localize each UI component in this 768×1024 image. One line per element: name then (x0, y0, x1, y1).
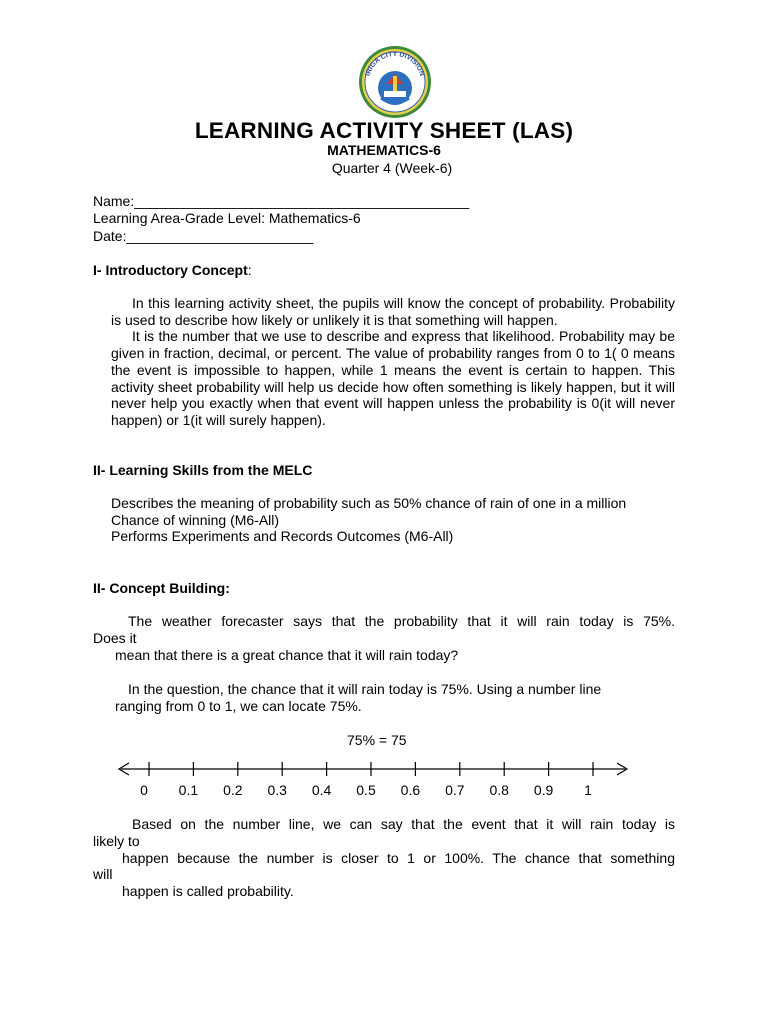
skill-item-3: Performs Experiments and Records Outcomes (M6-All) (111, 528, 454, 545)
number-line-caption: 75% = 75 (347, 732, 407, 748)
number-line-tick-label: 1 (584, 782, 592, 798)
subject-subtitle: MATHEMATICS-6 (327, 142, 441, 158)
page-title: LEARNING ACTIVITY SHEET (LAS) (194, 118, 574, 143)
question-line-1: The weather forecaster says that the probability that it will rain today is 75%. (128, 613, 675, 629)
number-line-tick-label: 0.2 (223, 782, 243, 798)
conclusion-line-3: happen because the number is closer to 1 or 100%. The chance that something (122, 850, 675, 866)
number-line-tick-label: 0.7 (445, 782, 465, 798)
conclusion-line-4: will (93, 866, 113, 882)
skill-item-2: Chance of winning (M6-All) (111, 511, 280, 528)
question-line-2: Does it (93, 630, 137, 646)
number-line-tick-label: 0.6 (400, 782, 421, 798)
intro-paragraph-1: In this learning activity sheet, the pupils will know the concept of probability. Probability is used to describe how likely or unlikely it is that something will happen. (111, 295, 675, 328)
intro-paragraph-2: It is the number that we use to describe and express that likelihood. Probability may be given in fraction, decimal, or percent. The value of probability ranges from 0 to 1( 0 means the event is impossible to happen, while 1 means the event is certain to happen. This activity sheet probability will help us decide how often something is likely happen, but it will never help you exactly when that event will happen unless the probability is 0(it will never happen) or 1(it will surely happen). (111, 328, 675, 428)
number-line (110, 758, 640, 808)
conclusion-line-5: happen is called probability. (122, 883, 294, 899)
number-line-tick-label: 0.1 (178, 782, 199, 798)
name-field: Name:___________________________________________ (93, 193, 470, 209)
skills-list (111, 495, 675, 545)
answer-line-1: In the question, the chance that it will rain today is 75%. Using a number line (128, 681, 602, 697)
section-skills-heading: II- Learning Skills from the MELC (93, 462, 313, 478)
number-line-tick-label: 0.5 (356, 782, 376, 798)
learning-area-field: Learning Area-Grade Level: Mathematics-6 (93, 210, 361, 226)
skill-item-1: Describes the meaning of probability such as 50% chance of rain of one in a million (111, 495, 627, 511)
number-line-tick-label: 0.9 (533, 782, 554, 798)
seal-text: IRIGA CITY DIVISION (364, 50, 426, 77)
section-intro-heading (93, 262, 252, 278)
quarter-label: Quarter 4 (Week-6) (331, 160, 453, 176)
section-intro-colon: : (247, 262, 252, 278)
question-line-3: mean that there is a great chance that it will rain today? (115, 647, 459, 663)
number-line-tick-label: 0.8 (489, 782, 509, 798)
number-line-tick-label: 0.4 (311, 782, 332, 798)
intro-paragraphs (111, 295, 675, 429)
answer-line-2: ranging from 0 to 1, we can locate 75%. (115, 698, 362, 714)
number-line-tick-label: 0.3 (267, 782, 287, 798)
date-field: Date:________________________ (93, 228, 314, 244)
number-line-tick-label: 0 (140, 782, 148, 798)
section-concept-heading: II- Concept Building: (93, 580, 230, 596)
conclusion-line-1: Based on the number line, we can say that the event that it will rain today is (132, 816, 675, 832)
section-intro-heading-text: I- Introductory Concept (93, 262, 248, 278)
division-seal-logo (357, 44, 433, 120)
conclusion-line-2: likely to (93, 833, 140, 849)
